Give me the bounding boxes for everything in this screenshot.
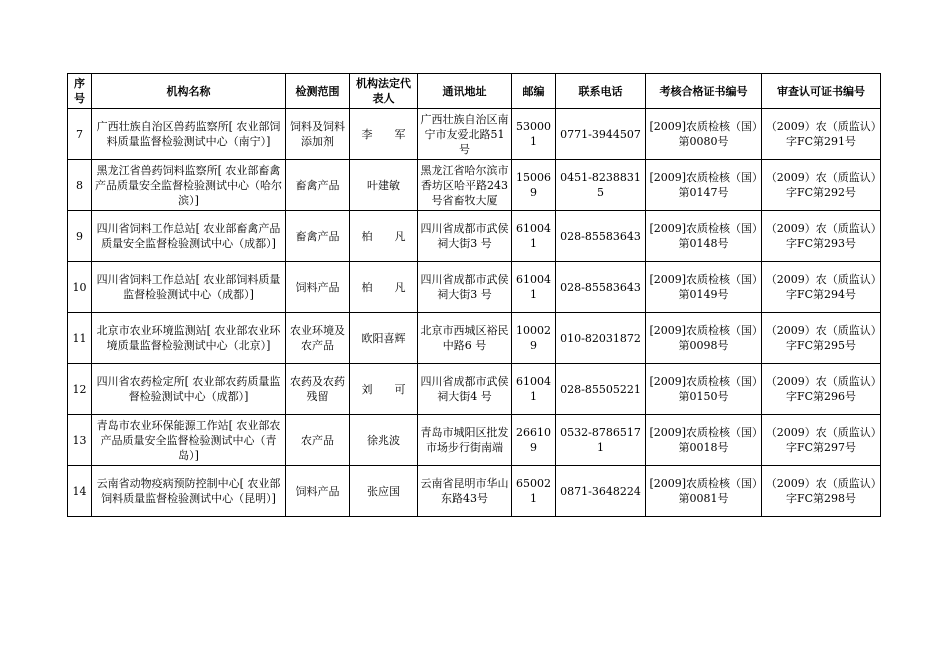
- header-org-name: 机构名称: [92, 74, 286, 109]
- cell-assessment-cert: [2009]农质检核（国）第0081号: [646, 466, 762, 517]
- cell-legal-rep: 刘 可: [350, 364, 418, 415]
- table-row: [68, 415, 881, 466]
- cell-approval-cert: （2009）农（质监认）字FC第294号: [762, 262, 881, 313]
- cell-legal-rep: 叶建敏: [350, 160, 418, 211]
- cell-phone: 0532-87865171: [556, 415, 646, 466]
- cell-org-name: 广西壮族自治区兽药监察所[ 农业部饲料质量监督检验测试中心（南宁）]: [92, 109, 286, 160]
- cell-assessment-cert: [2009]农质检核（国）第0098号: [646, 313, 762, 364]
- cell-approval-cert: （2009）农（质监认）字FC第295号: [762, 313, 881, 364]
- cell-legal-rep: 徐兆波: [350, 415, 418, 466]
- cell-address: 云南省昆明市华山东路43号: [418, 466, 512, 517]
- table-row: [68, 160, 881, 211]
- cell-address: 北京市西城区裕民中路6 号: [418, 313, 512, 364]
- header-row: [68, 74, 881, 109]
- cell-legal-rep: 柏 凡: [350, 262, 418, 313]
- cell-phone: 028-85583643: [556, 262, 646, 313]
- lab-registry-table: [67, 73, 881, 517]
- cell-org-name: 云南省动物疫病预防控制中心[ 农业部饲料质量监督检验测试中心（昆明）]: [92, 466, 286, 517]
- cell-index: 13: [68, 415, 92, 466]
- cell-phone: 028-85583643: [556, 211, 646, 262]
- cell-scope: 农业环境及农产品: [286, 313, 350, 364]
- cell-address: 四川省成都市武侯祠大街4 号: [418, 364, 512, 415]
- cell-approval-cert: （2009）农（质监认）字FC第296号: [762, 364, 881, 415]
- cell-approval-cert: （2009）农（质监认）字FC第298号: [762, 466, 881, 517]
- header-legal-rep: 机构法定代表人: [350, 74, 418, 109]
- cell-legal-rep: 欧阳喜辉: [350, 313, 418, 364]
- cell-assessment-cert: [2009]农质检核（国）第0150号: [646, 364, 762, 415]
- cell-postcode: 100029: [512, 313, 556, 364]
- cell-scope: 农产品: [286, 415, 350, 466]
- cell-legal-rep: 柏 凡: [350, 211, 418, 262]
- cell-index: 9: [68, 211, 92, 262]
- cell-assessment-cert: [2009]农质检核（国）第0147号: [646, 160, 762, 211]
- cell-org-name: 黑龙江省兽药饲料监察所[ 农业部畜禽产品质量安全监督检验测试中心（哈尔滨）]: [92, 160, 286, 211]
- cell-index: 11: [68, 313, 92, 364]
- table-row: [68, 364, 881, 415]
- cell-postcode: 610041: [512, 211, 556, 262]
- cell-assessment-cert: [2009]农质检核（国）第0149号: [646, 262, 762, 313]
- cell-index: 10: [68, 262, 92, 313]
- header-assessment-cert: 考核合格证书编号: [646, 74, 762, 109]
- cell-org-name: 四川省饲料工作总站[ 农业部畜禽产品质量安全监督检验测试中心（成都）]: [92, 211, 286, 262]
- cell-phone: 010-82031872: [556, 313, 646, 364]
- cell-approval-cert: （2009）农（质监认）字FC第291号: [762, 109, 881, 160]
- header-scope: 检测范围: [286, 74, 350, 109]
- cell-postcode: 266109: [512, 415, 556, 466]
- cell-index: 7: [68, 109, 92, 160]
- cell-assessment-cert: [2009]农质检核（国）第0080号: [646, 109, 762, 160]
- cell-approval-cert: （2009）农（质监认）字FC第293号: [762, 211, 881, 262]
- cell-scope: 农药及农药残留: [286, 364, 350, 415]
- cell-postcode: 650021: [512, 466, 556, 517]
- cell-postcode: 610041: [512, 364, 556, 415]
- cell-index: 8: [68, 160, 92, 211]
- cell-address: 四川省成都市武侯祠大街3 号: [418, 211, 512, 262]
- cell-postcode: 610041: [512, 262, 556, 313]
- cell-scope: 饲料产品: [286, 466, 350, 517]
- cell-assessment-cert: [2009]农质检核（国）第0148号: [646, 211, 762, 262]
- cell-scope: 畜禽产品: [286, 211, 350, 262]
- cell-legal-rep: 李 军: [350, 109, 418, 160]
- cell-postcode: 530001: [512, 109, 556, 160]
- cell-phone: 0451-82388315: [556, 160, 646, 211]
- table-row: [68, 211, 881, 262]
- cell-legal-rep: 张应国: [350, 466, 418, 517]
- cell-scope: 饲料及饲料添加剂: [286, 109, 350, 160]
- header-postcode: 邮编: [512, 74, 556, 109]
- cell-assessment-cert: [2009]农质检核（国）第0018号: [646, 415, 762, 466]
- header-index: 序号: [68, 74, 92, 109]
- cell-org-name: 青岛市农业环保能源工作站[ 农业部农产品质量安全监督检验测试中心（青岛）]: [92, 415, 286, 466]
- cell-postcode: 150069: [512, 160, 556, 211]
- cell-phone: 0771-3944507: [556, 109, 646, 160]
- table-row: [68, 262, 881, 313]
- cell-approval-cert: （2009）农（质监认）字FC第297号: [762, 415, 881, 466]
- cell-scope: 畜禽产品: [286, 160, 350, 211]
- cell-scope: 饲料产品: [286, 262, 350, 313]
- header-approval-cert: 审查认可证书编号: [762, 74, 881, 109]
- cell-org-name: 四川省农药检定所[ 农业部农药质量监督检验测试中心（成都）]: [92, 364, 286, 415]
- cell-address: 四川省成都市武侯祠大街3 号: [418, 262, 512, 313]
- header-address: 通讯地址: [418, 74, 512, 109]
- table-row: [68, 109, 881, 160]
- cell-phone: 0871-3648224: [556, 466, 646, 517]
- table-row: [68, 313, 881, 364]
- table-row: [68, 466, 881, 517]
- cell-index: 14: [68, 466, 92, 517]
- cell-org-name: 北京市农业环境监测站[ 农业部农业环境质量监督检验测试中心（北京）]: [92, 313, 286, 364]
- cell-org-name: 四川省饲料工作总站[ 农业部饲料质量监督检验测试中心（成都）]: [92, 262, 286, 313]
- cell-address: 黑龙江省哈尔滨市香坊区哈平路243 号省畜牧大厦: [418, 160, 512, 211]
- header-phone: 联系电话: [556, 74, 646, 109]
- cell-address: 广西壮族自治区南宁市友爱北路51号: [418, 109, 512, 160]
- cell-index: 12: [68, 364, 92, 415]
- cell-address: 青岛市城阳区批发市场步行街南端: [418, 415, 512, 466]
- cell-phone: 028-85505221: [556, 364, 646, 415]
- cell-approval-cert: （2009）农（质监认）字FC第292号: [762, 160, 881, 211]
